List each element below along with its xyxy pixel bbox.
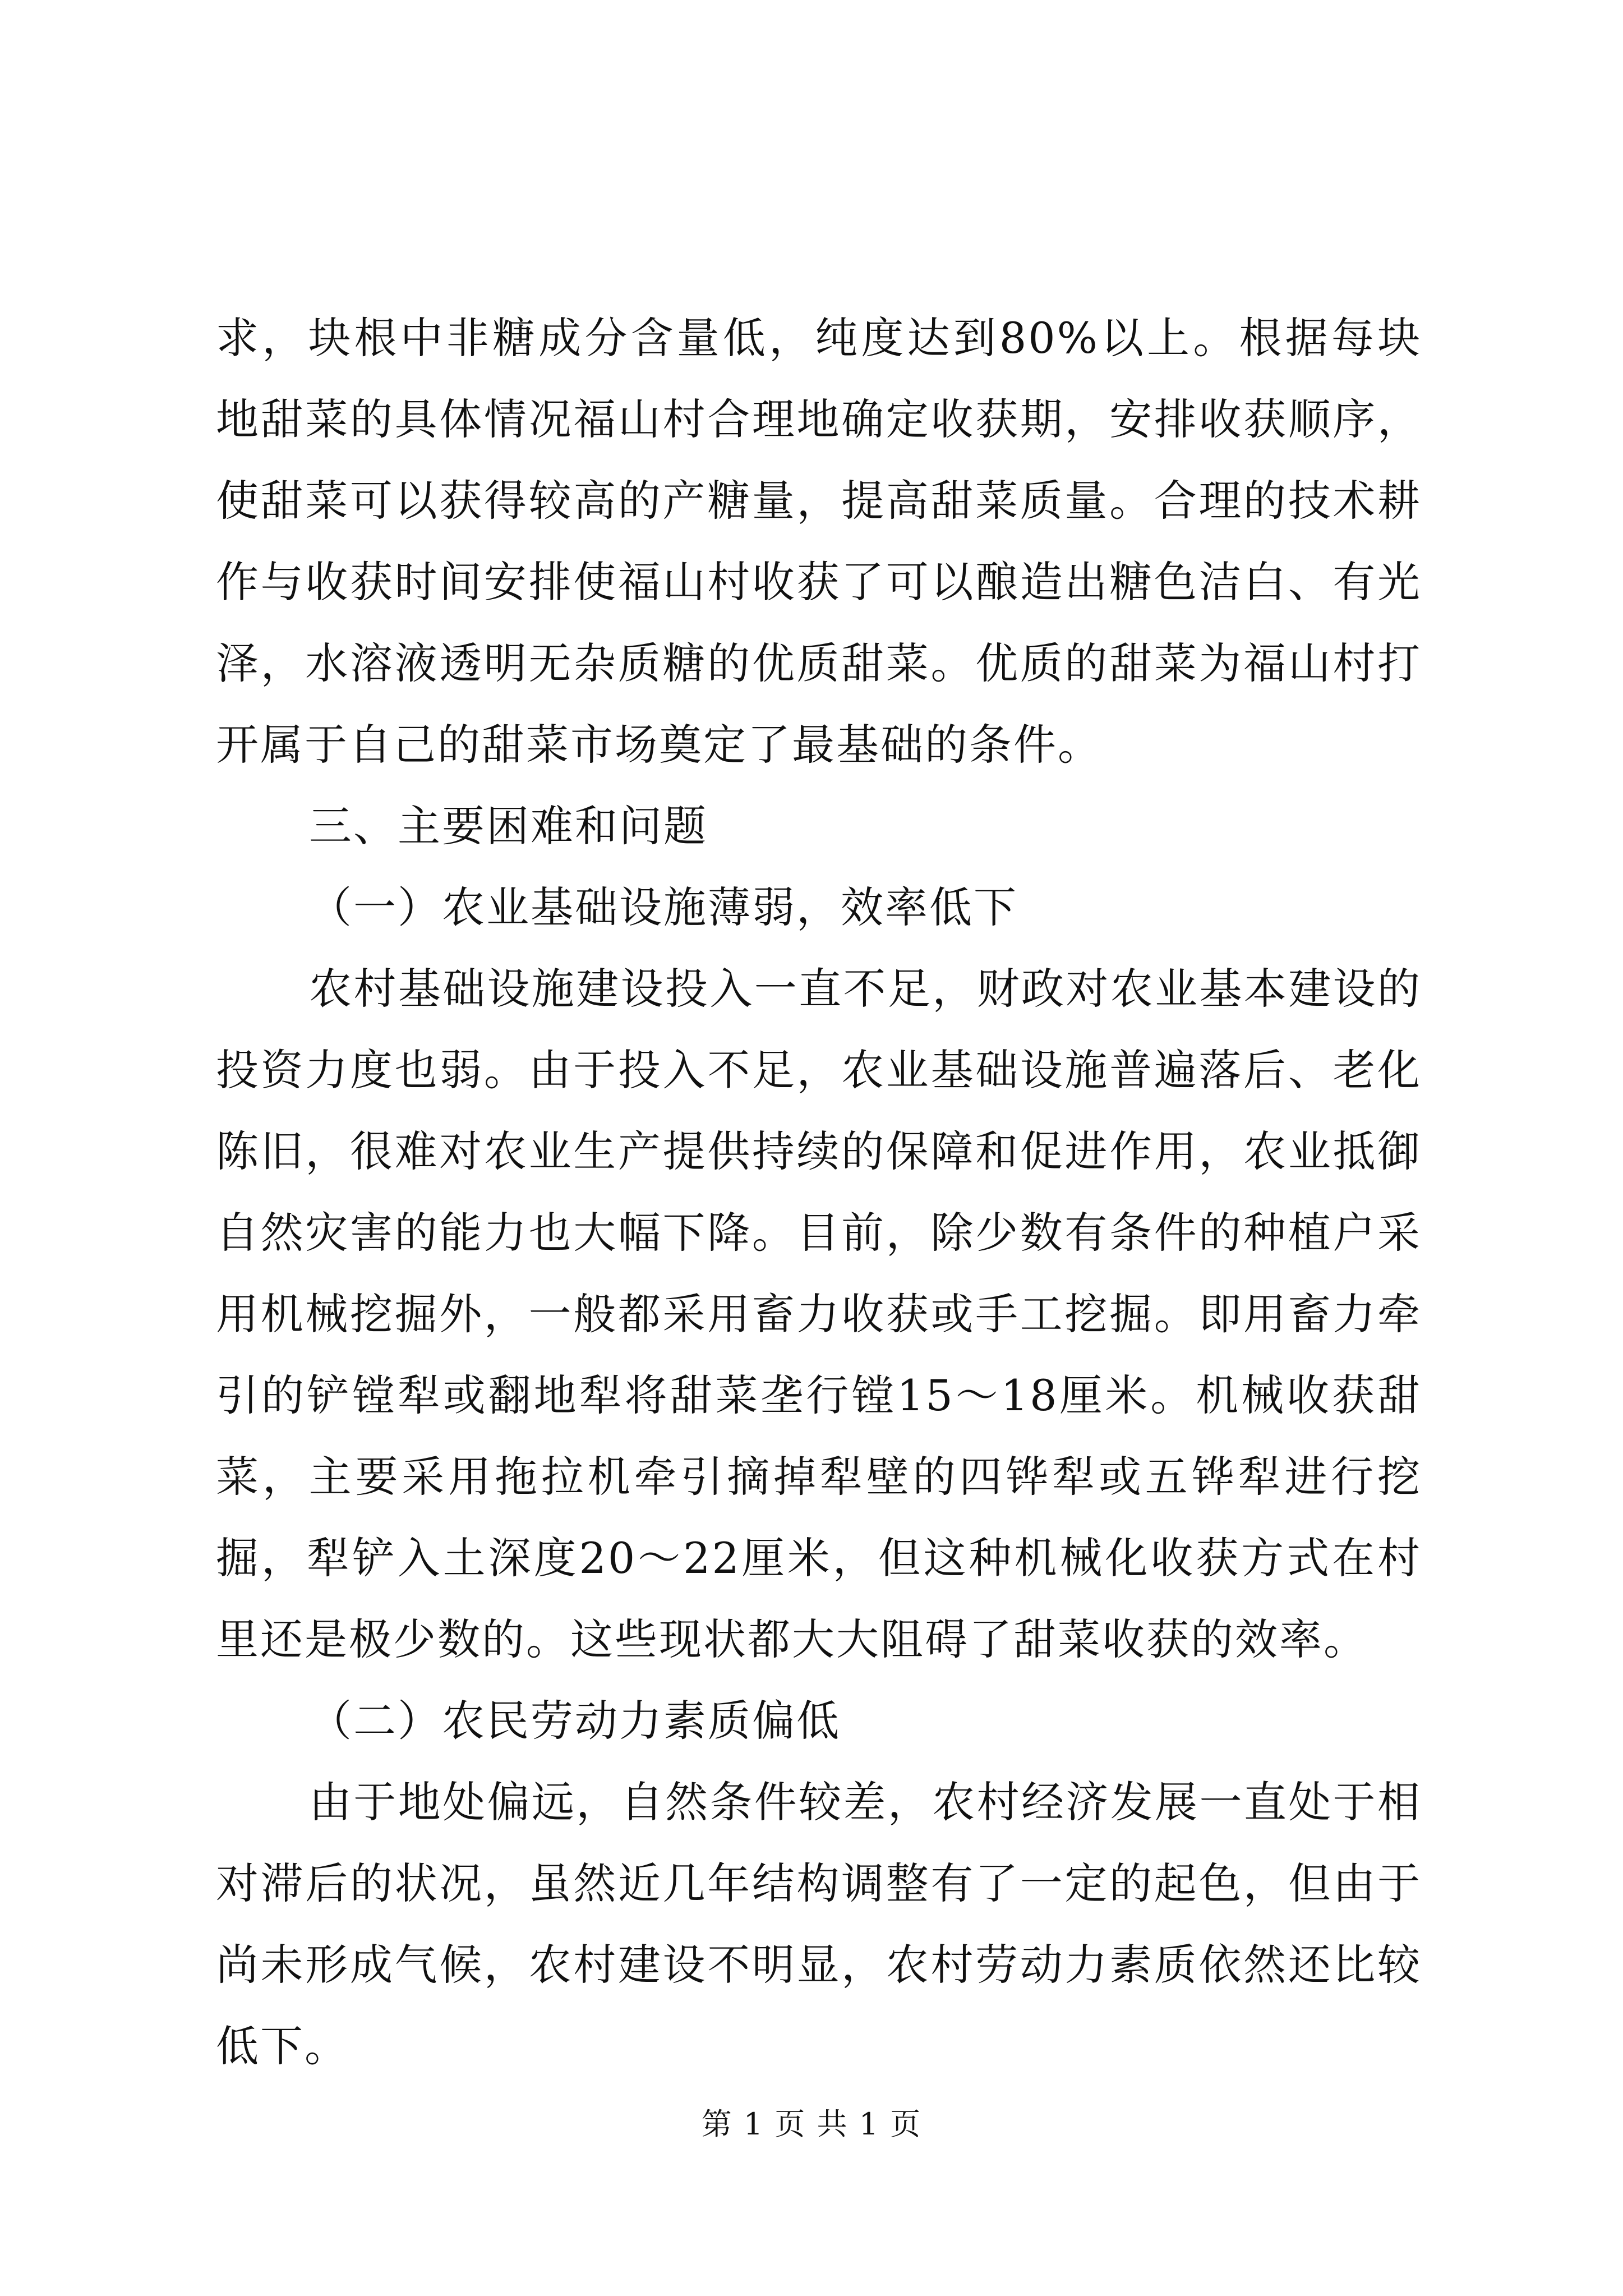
paragraph-infrastructure: 农村基础设施建设投入一直不足，财政对农业基本建设的投资力度也弱。由于投入不足，农业基础设施普遍落后、老化陈旧，很难对农业生产提供持续的保障和促进作用，农业抵御自然灾害的能力也大幅下降。目前，除少数有条件的种植户采用机械挖掘外，一般都采用畜力收获或手工挖掘。即用畜力牵引的铲镗犁或翻地犁将甜菜垄行镗15～18厘米。机械收获甜菜，主要采用拖拉机牵引摘掉犁壁的四铧犁或五铧犁进行挖掘，犁铲入土深度20～22厘米，但这种机械化收获方式在村里还是极少数的。这些现状都大大阻碍了甜菜收获的效率。 — [216, 964, 1422, 1664]
section-heading-3: 三、主要困难和问题 — [309, 801, 708, 851]
paragraph-continued: 求，块根中非糖成分含量低，纯度达到80%以上。根据每块地甜菜的具体情况福山村合理地确定收获期，安排收获顺序，使甜菜可以获得较高的产糖量，提高甜菜质量。合理的技术耕作与收获时间安排使福山村收获了可以酿造出糖色洁白、有光泽，水溶液透明无杂质糖的优质甜菜。优质的甜菜为福山村打开属于自己的甜菜市场奠定了最基础的条件。 — [216, 313, 1422, 770]
document-body — [216, 297, 1422, 2087]
subsection-heading-1: （一）农业基础设施薄弱，效率低下 — [309, 882, 1018, 932]
subsection-heading-2: （二）农民劳动力素质偏低 — [309, 1696, 841, 1746]
paragraph-labor-quality: 由于地处偏远，自然条件较差，农村经济发展一直处于相对滞后的状况，虽然近几年结构调整有了一定的起色，但由于尚未形成气候，农村建设不明显，农村劳动力素质依然还比较低下。 — [216, 1777, 1422, 2071]
page-footer: 第 1 页 共 1 页 — [701, 2106, 922, 2142]
